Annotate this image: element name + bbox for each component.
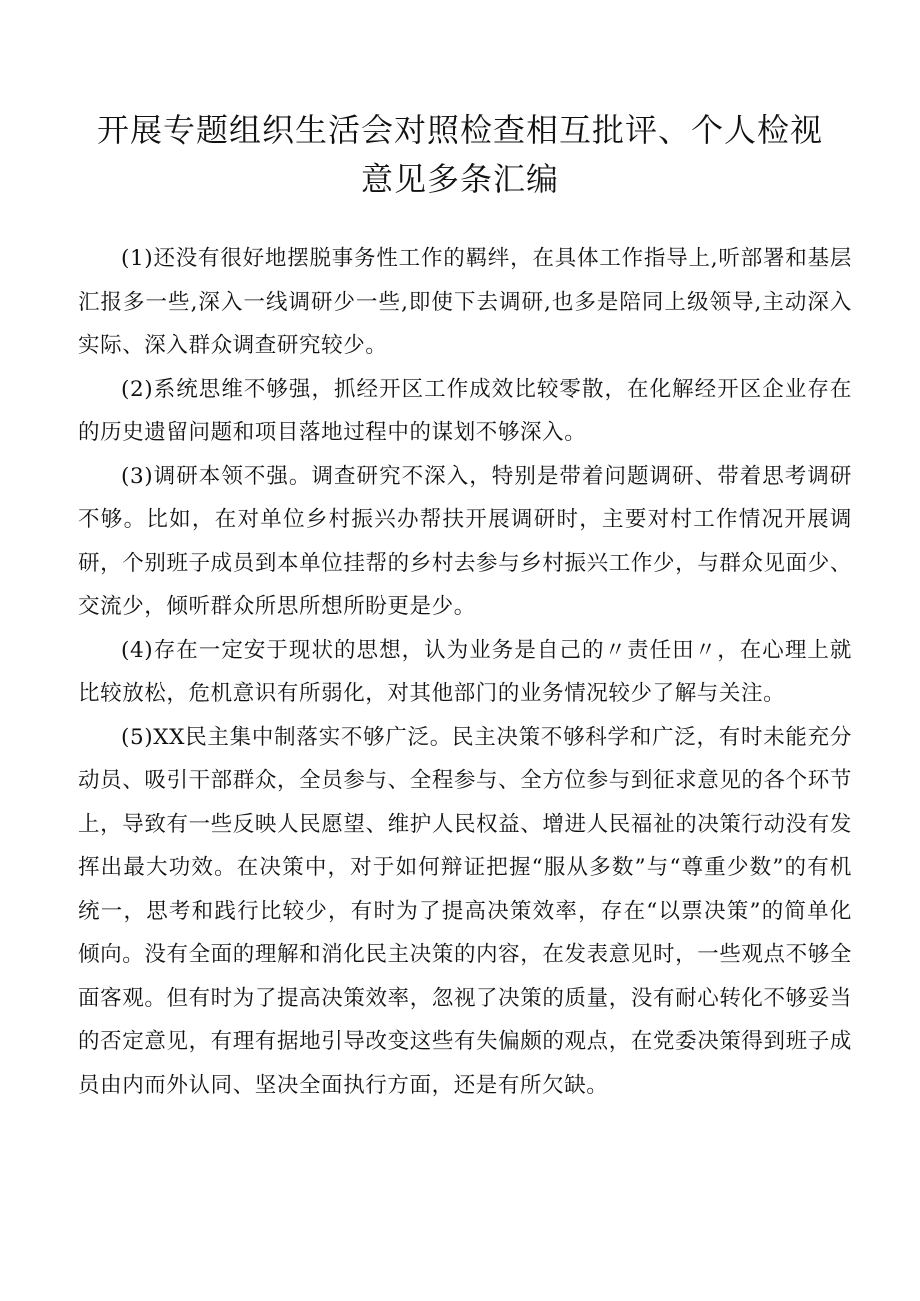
document-title (60, 106, 860, 204)
title-line-1: 开展专题组织生活会对照检查相互批评、个人检视 (96, 111, 823, 149)
title-line-2: 意见多条汇编 (360, 160, 559, 198)
paragraph-2: (2)系统思维不够强，抓经开区工作成效比较零散，在化解经开区企业存在的历史遗留问题和项目落地过程中的谋划不够深入。 (78, 376, 852, 445)
paragraph-5: (5)XX民主集中制落实不够广泛。民主决策不够科学和广泛，有时未能充分动员、吸引干部群众，全员参与、全程参与、全方位参与到征求意见的各个环节上，导致有一些反映人民愿望、维护人民权益、增进人民福祉的决策行动没有发挥出最大功效。在决策中，对于如何辩证把握“服从多数”与“尊重少数”的有机统一，思考和践行比较少，有时为了提高决策效率，存在“以票决策”的简单化倾向。没有全面的理解和消化民主决策的内容，在发表意见时，一些观点不够全面客观。但有时为了提高决策效率，忽视了决策的质量，没有耐心转化不够妥当的否定意见，有理有据地引导改变这些有失偏颇的观点，在党委决策得到班子成员由内而外认同、坚决全面执行方面，还是有所欠缺。 (78, 724, 852, 1098)
paragraph-4: (4)存在一定安于现状的思想，认为业务是自己的〃责任田〃，在心理上就比较放松，危机意识有所弱化，对其他部门的业务情况较少了解与关注。 (78, 637, 852, 706)
document-body (78, 237, 852, 1107)
paragraph-1: (1)还没有很好地摆脱事务性工作的羁绊，在具体工作指导上,听部署和基层汇报多一些,深入一线调研少一些,即使下去调研,也多是陪同上级领导,主动深入实际、深入群众调查研究较少。 (78, 246, 852, 358)
paragraph-3: (3)调研本领不强。调查研究不深入，特别是带着问题调研、带着思考调研不够。比如，在对单位乡村振兴办帮扶开展调研时，主要对村工作情况开展调研，个别班子成员到本单位挂帮的乡村去参与乡村振兴工作少，与群众见面少、交流少，倾听群众所思所想所盼更是少。 (78, 463, 852, 619)
